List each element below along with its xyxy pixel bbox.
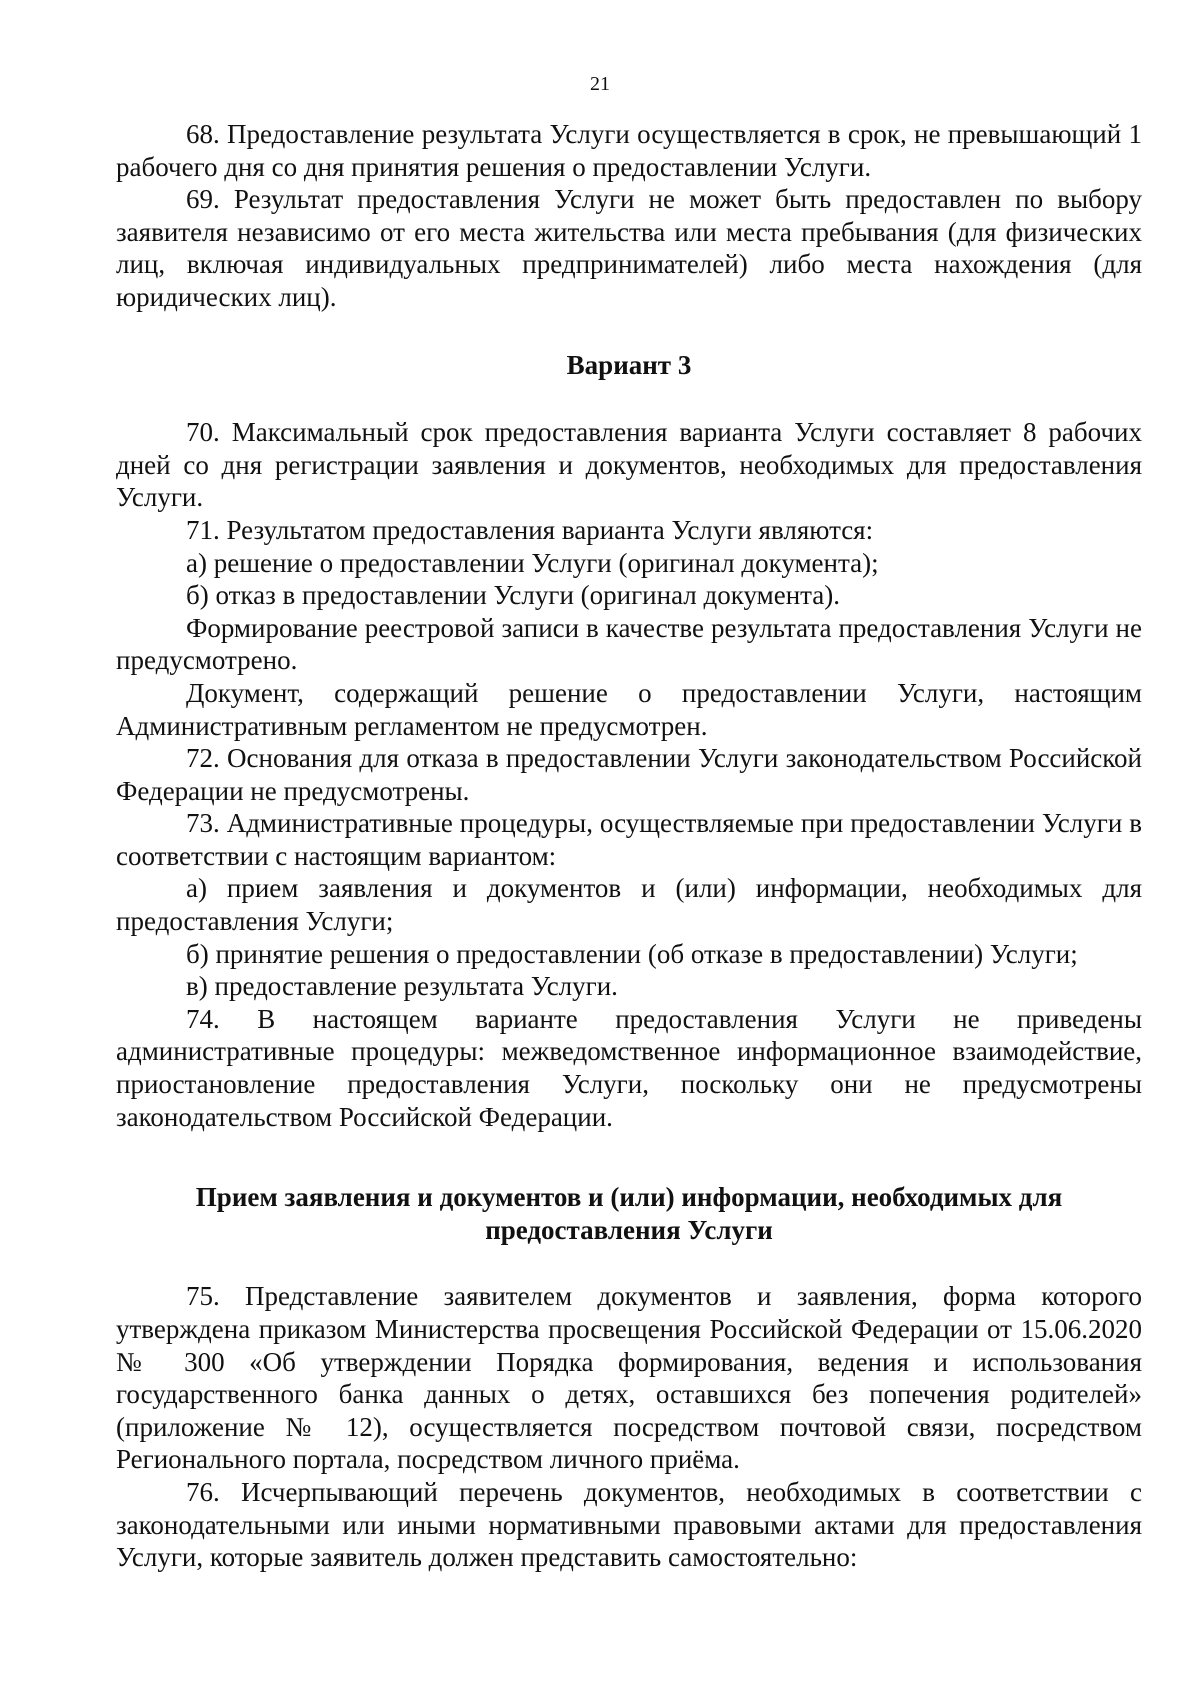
list-item-71a: а) решение о предоставлении Услуги (оригинал документа); [186, 547, 879, 578]
list-item-73b: б) принятие решения о предоставлении (об отказе в предоставлении) Услуги; [186, 938, 1078, 969]
document-body [116, 118, 1142, 1574]
paragraph-73: 73. Административные процедуры, осуществляемые при предоставлении Услуги в соответствии с настоящим вариантом: [116, 808, 1142, 871]
paragraph-76: 76. Исчерпывающий перечень документов, необходимых в соответствии с законодательными или иными нормативными правовыми актами для предоставления Услуги, которые заявитель должен представить самостоятельно: [116, 1476, 1142, 1573]
list-item-71b: б) отказ в предоставлении Услуги (оригинал документа). [186, 580, 841, 611]
list-item-73a: а) прием заявления и документов и (или) информации, необходимых для предоставления Услуги; [116, 873, 1142, 937]
paragraph-70: 70. Максимальный срок предоставления варианта Услуги составляет 8 рабочих дней со дня регистрации заявления и документов, необходимых для предоставления Услуги. [116, 417, 1142, 513]
list-item-73c: в) предоставление результата Услуги. [186, 971, 618, 1002]
paragraph-72: 72. Основания для отказа в предоставлении Услуги законодательством Российской Федерации не предусмотрены. [116, 743, 1142, 806]
paragraph-71: 71. Результатом предоставления варианта Услуги являются: [186, 514, 874, 545]
paragraph-decision-document: Документ, содержащий решение о предоставлении Услуги, настоящим Административным регламентом не предусмотрен. [116, 677, 1142, 741]
heading-variant-3: Вариант 3 [566, 349, 692, 380]
paragraph-68: 68. Предоставление результата Услуги осуществляется в срок, не превышающий 1 рабочего дня со дня принятия решения о предоставлении Услуги. [116, 119, 1142, 182]
paragraph-registry-record: Формирование реестровой записи в качестве результата предоставления Услуги не предусмотрено. [116, 612, 1142, 676]
heading-application-acceptance: Прием заявления и документов и (или) информации, необходимых для предоставления Услуги [195, 1182, 1063, 1245]
page-number: 21 [590, 73, 610, 95]
paragraph-75: 75. Представление заявителем документов и заявления, форма которого утверждена приказом Министерства просвещения Российской Федерации от 15.06.2020 № 300 «Об утверждении Порядка формирования, ведения и использования государственного банка данных о детях, оставшихся без попечения родителей» (приложение № 12), осуществляется посредством почтовой связи, посредством Регионального портала, посредством личного приёма. [116, 1281, 1142, 1475]
paragraph-69: 69. Результат предоставления Услуги не может быть предоставлен по выбору заявителя независимо от его места жительства или места пребывания (для физических лиц, включая индивидуальных предпринимателей) либо места нахождения (для юридических лиц). [116, 184, 1142, 312]
paragraph-74: 74. В настоящем варианте предоставления Услуги не приведены административные процедуры: межведомственное информационное взаимодействие, приостановление предоставления Услуги, поскольку они не предусмотрены законодательством Российской Федерации. [116, 1003, 1142, 1132]
